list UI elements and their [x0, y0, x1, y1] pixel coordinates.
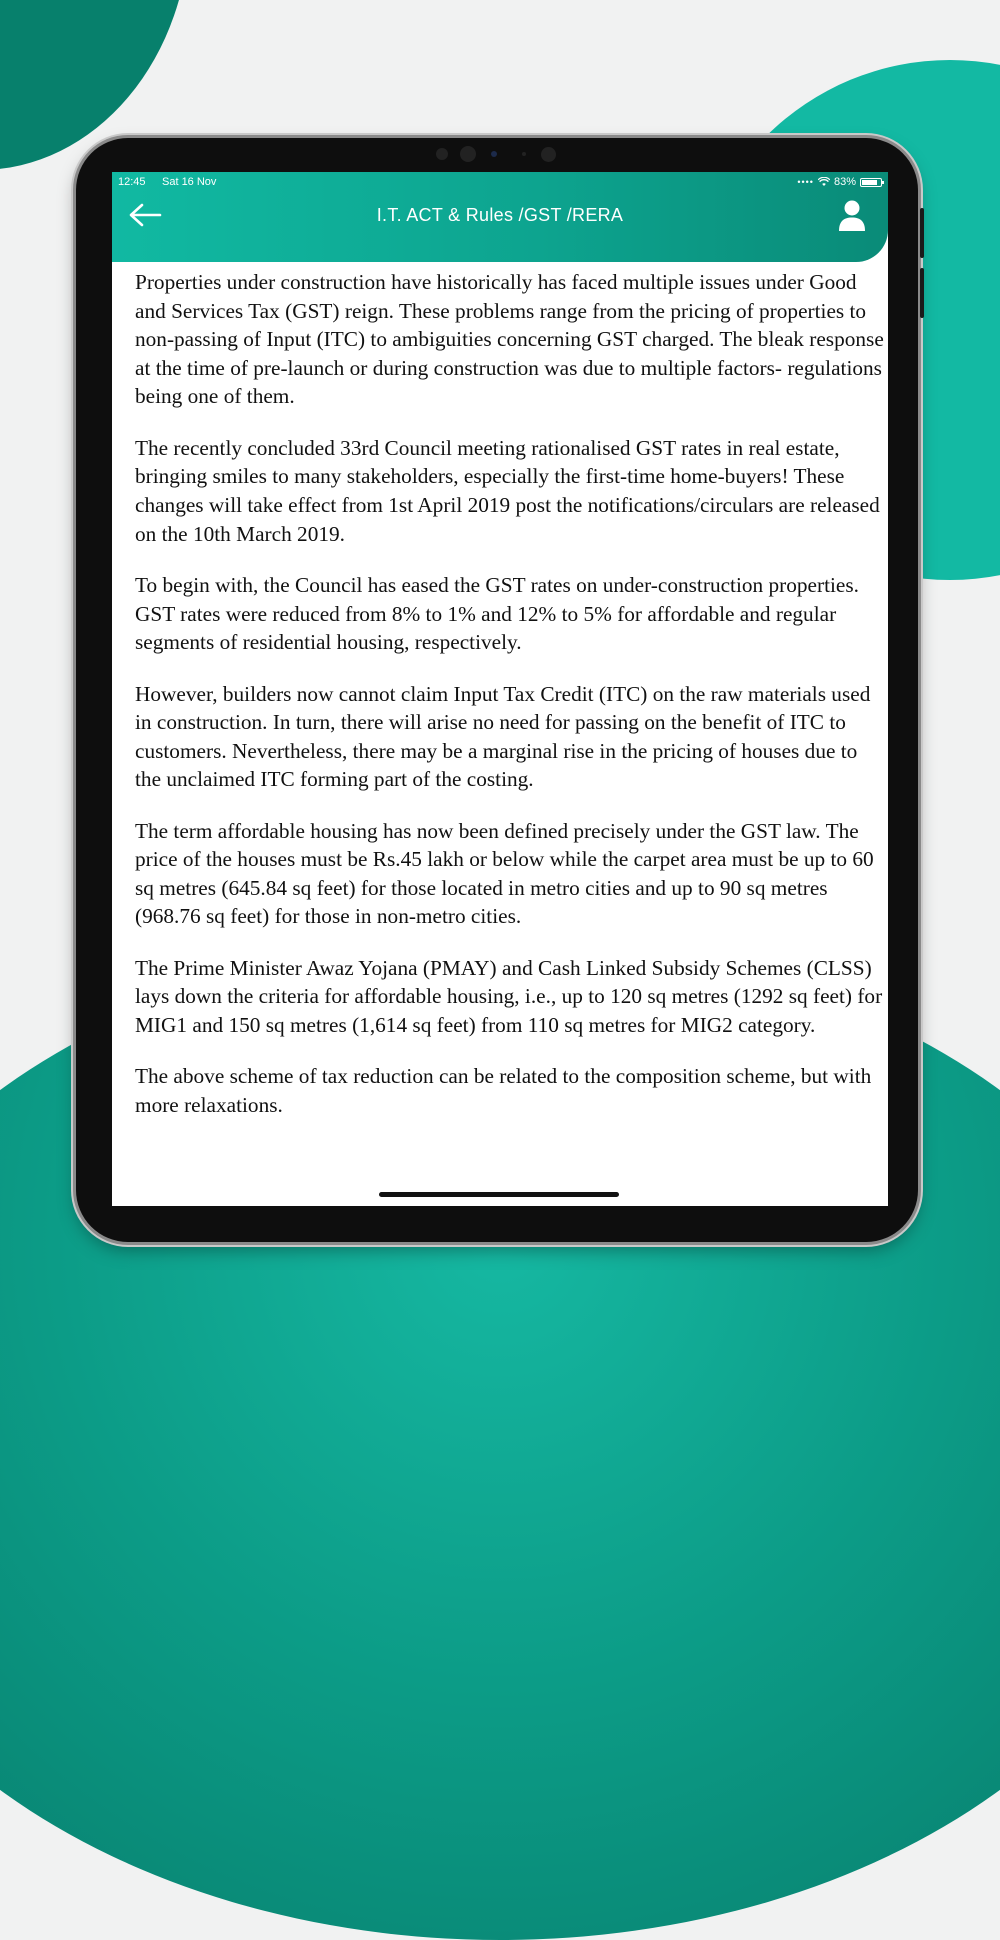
article-paragraph: To begin with, the Council has eased the GST rates on under-construction properties. GST rates were reduced from 8% to 1% and 12% to 5% for affordable and regular segments of residential housing, respectively.: [135, 572, 859, 655]
article-paragraph: Properties under construction have historically has faced multiple issues under Good and Services Tax (GST) reign. These problems range from the pricing of properties to non-passing of Input (ITC) to ambiguities concerning GST charged. The bleak response at the time of pre-launch or during construction was due to multiple factors- regulations being one of them.: [135, 270, 884, 409]
camera-dot: [491, 151, 497, 157]
camera-lens: [460, 146, 476, 162]
article-paragraph: However, builders now cannot claim Input Tax Credit (ITC) on the raw materials used in construction. In turn, there will arise no need for passing on the benefit of ITC to customers. Nevertheless, there may be a marginal rise in the pricing of houses due to the unclaimed ITC forming part of the costing.: [135, 681, 871, 792]
user-icon: [838, 200, 866, 232]
status-time: 12:45: [118, 176, 146, 188]
article-paragraph: The term affordable housing has now been defined precisely under the GST law. The price of the houses must be Rs.45 lakh or below while the carpet area must be up to 60 sq metres (645.84 sq feet) for those located in metro cities and up to 90 sq metres (968.76 sq feet) for those in non-metro cities.: [135, 818, 874, 929]
wifi-icon: [818, 177, 830, 187]
status-bar: [118, 176, 882, 190]
battery-percent: 83%: [833, 176, 856, 188]
app-header: [112, 172, 888, 262]
camera-dot: [522, 152, 526, 156]
page-title: I.T. ACT & Rules /GST /RERA: [376, 205, 624, 225]
article-paragraph: The recently concluded 33rd Council meeting rationalised GST rates in real estate, bringing smiles to many stakeholders, especially the first-time home-buyers! These changes will take effect from 1st April 2019 post the notifications/circulars are released on the 10th March 2019.: [135, 435, 880, 546]
camera-sensor: [541, 147, 556, 162]
profile-button[interactable]: [838, 200, 868, 234]
status-right: [797, 176, 882, 188]
app-screen: [112, 172, 888, 1206]
article-paragraph: The Prime Minister Awaz Yojana (PMAY) and Cash Linked Subsidy Schemes (CLSS) lays down the criteria for affordable housing, i.e., up to 120 sq metres (1292 sq feet) for MIG1 and 150 sq metres (1,614 sq feet) from 110 sq metres for MIG2 category.: [135, 955, 883, 1038]
camera-sensor: [436, 148, 448, 160]
status-date: Sat 16 Nov: [162, 176, 217, 188]
side-button: [920, 208, 924, 258]
article-body: [135, 268, 887, 1142]
home-indicator[interactable]: [379, 1192, 619, 1197]
battery-icon: [860, 178, 882, 187]
article-paragraph: The above scheme of tax reduction can be related to the composition scheme, but with more relaxations.: [135, 1064, 872, 1118]
tablet-frame: [76, 138, 918, 1242]
side-button: [920, 268, 924, 318]
signal-dots-icon: ••••: [797, 177, 814, 187]
